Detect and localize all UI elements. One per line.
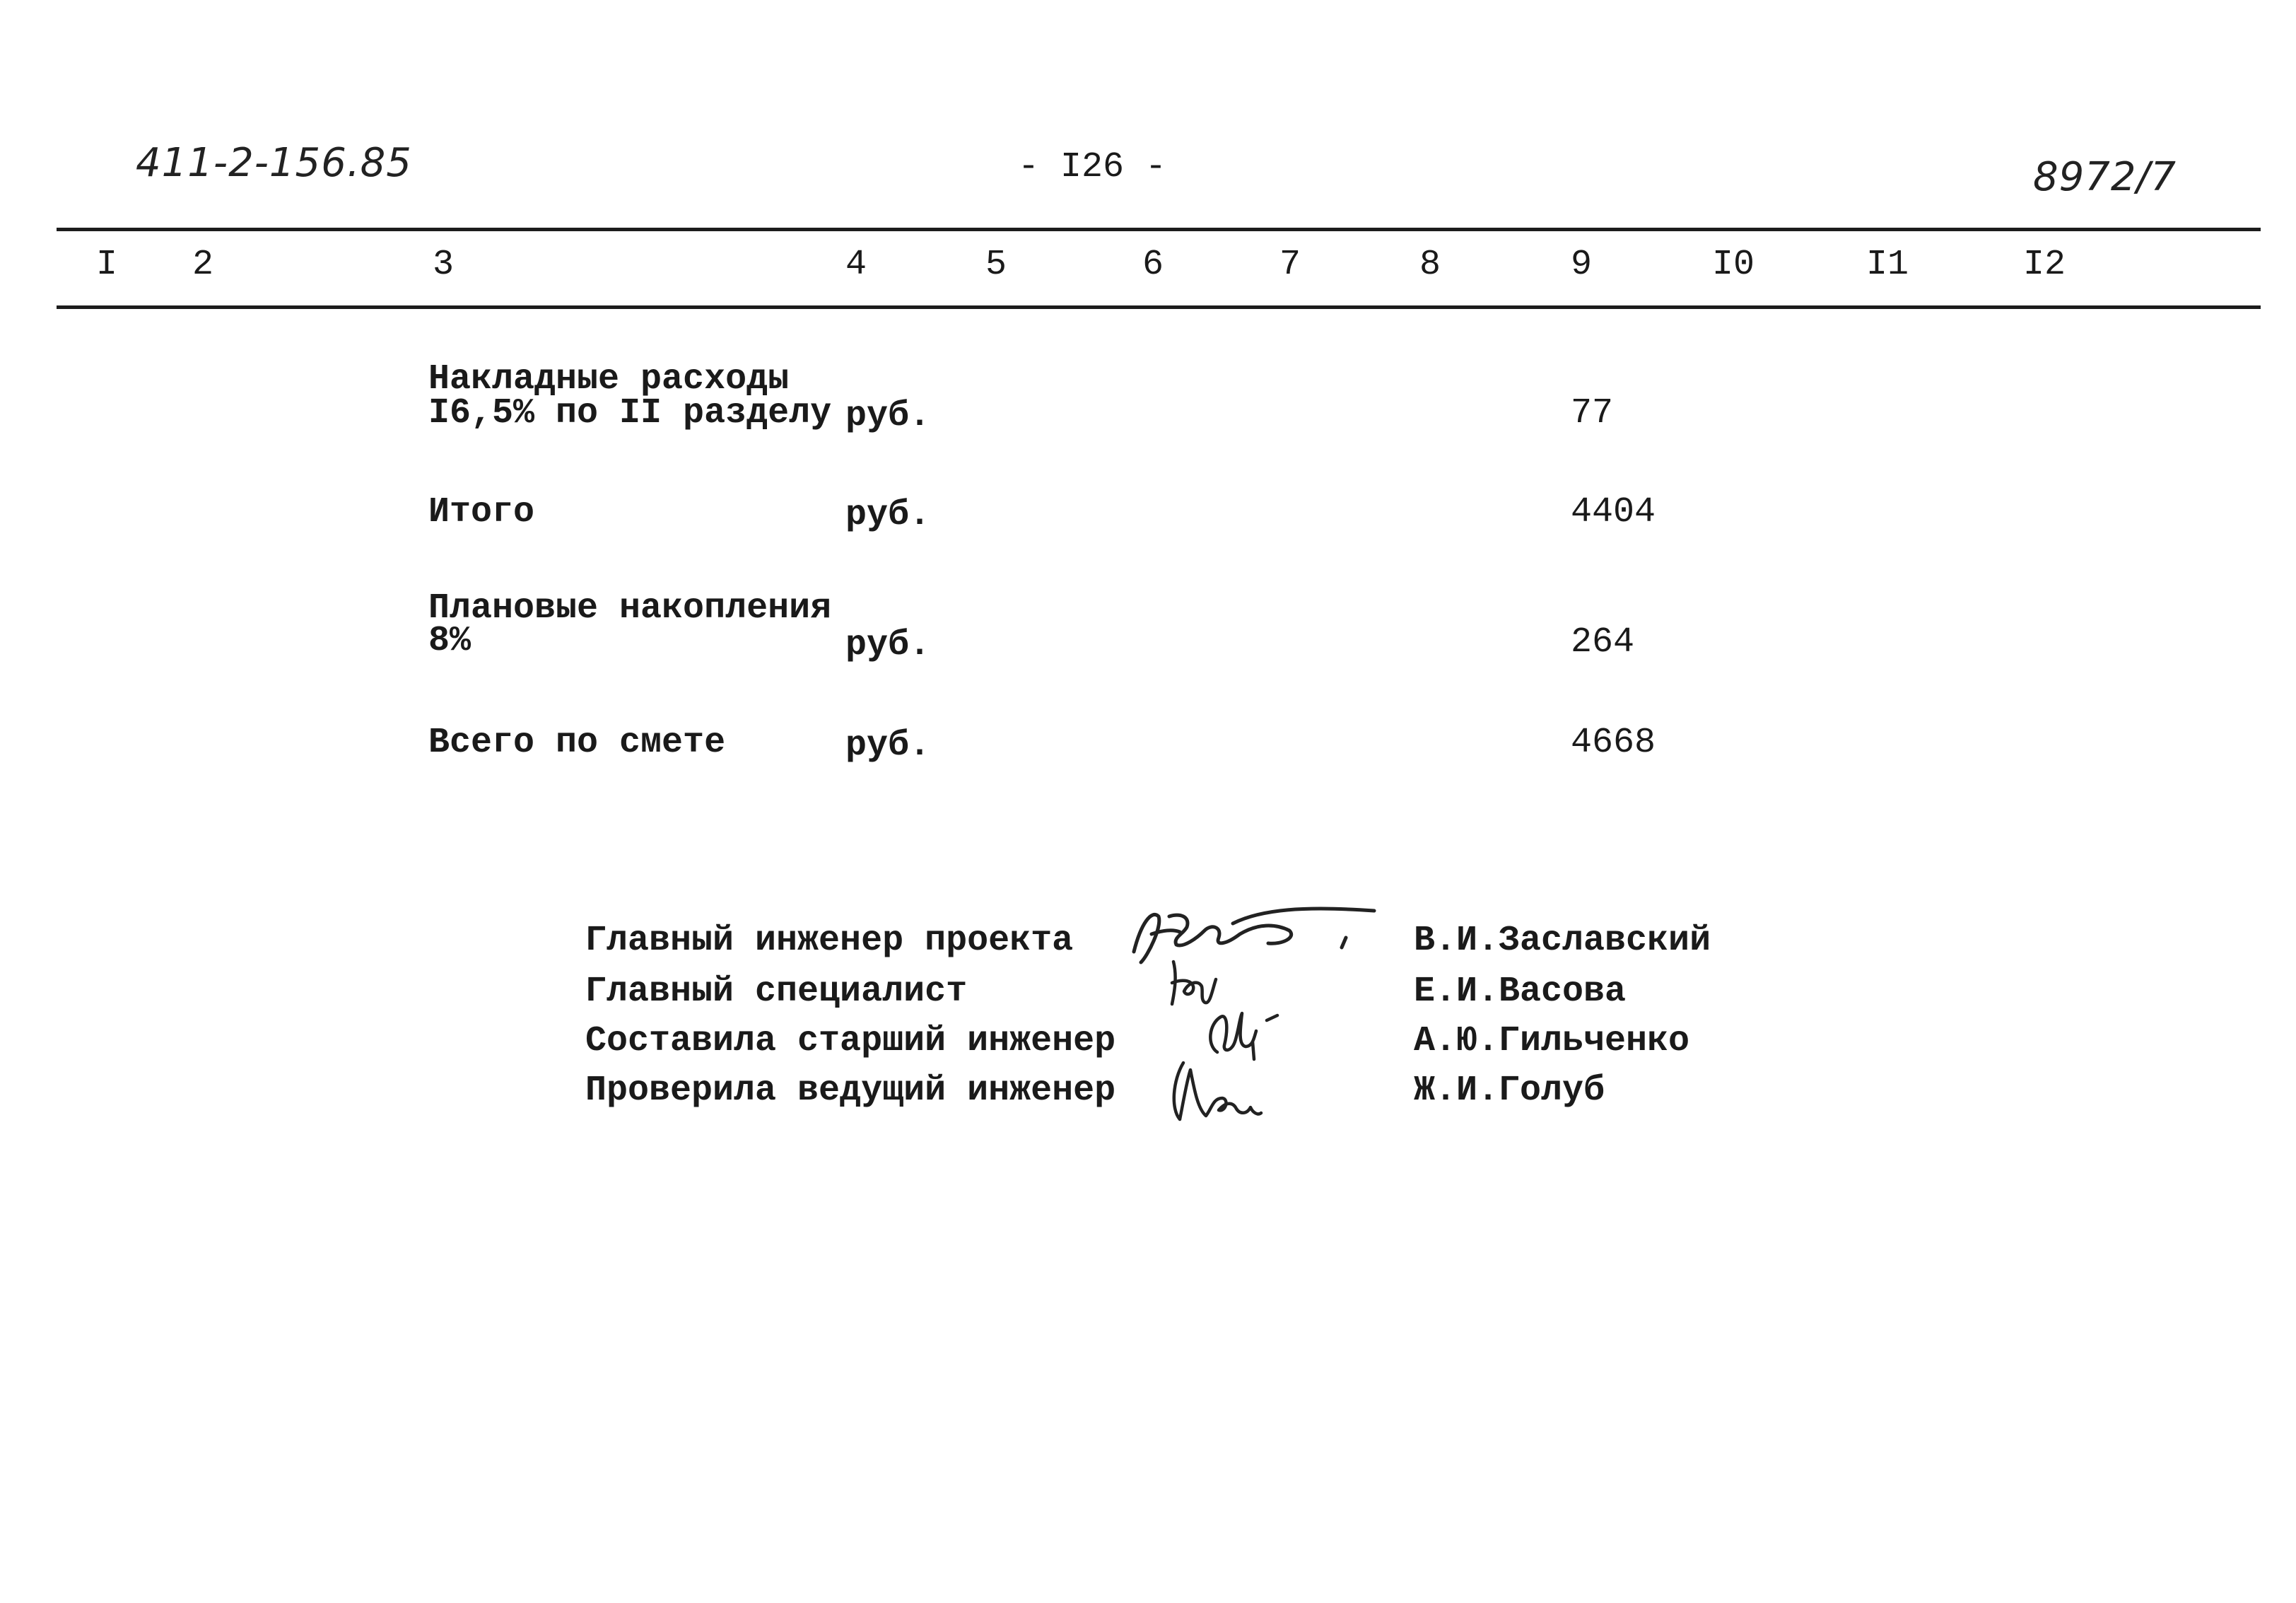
column-number: 8 (1419, 245, 1441, 285)
column-number: 4 (845, 245, 867, 285)
row-label-line: Всего по смете (428, 723, 726, 763)
row-value: 264 (1571, 622, 1635, 663)
signatory-name: Е.И.Васова (1414, 972, 1627, 1012)
row-value: 4404 (1571, 492, 1656, 532)
row-unit: руб. (845, 725, 931, 766)
row-value: 77 (1571, 393, 1614, 433)
table-header-bottom-rule (57, 305, 2261, 309)
row-label-line: Накладные расходы (428, 359, 790, 400)
signatory-role: Главный инженер проекта (585, 921, 1074, 961)
signatory-role: Главный специалист (585, 972, 968, 1012)
handwritten-signature (1162, 1052, 1275, 1133)
signatory-role: Проверила ведущий инженер (585, 1071, 1116, 1111)
table-header-top-rule (57, 228, 2261, 231)
column-number: 7 (1279, 245, 1301, 285)
signatory-role: Составила старший инженер (585, 1021, 1116, 1061)
column-number: I0 (1712, 245, 1755, 285)
sheet-code: 8972/7 (2033, 154, 2177, 200)
column-number: I (96, 245, 118, 285)
row-value: 4668 (1571, 723, 1656, 763)
signatory-name: В.И.Заславский (1414, 921, 1711, 961)
page-number: - I26 - (1018, 147, 1167, 187)
row-unit: руб. (845, 625, 931, 665)
row-label-line: 8% (428, 621, 472, 661)
column-number: 2 (192, 245, 214, 285)
row-label-line: I6,5% по II разделу (428, 393, 832, 433)
document-code: 411-2-156.85 (136, 140, 412, 186)
row-unit: руб. (845, 495, 931, 535)
row-label-line: Итого (428, 492, 535, 532)
column-number: 5 (985, 245, 1007, 285)
column-number: 6 (1142, 245, 1164, 285)
column-number: I2 (2023, 245, 2066, 285)
column-number: 9 (1571, 245, 1593, 285)
signatory-name: А.Ю.Гильченко (1414, 1021, 1690, 1061)
signatory-name: Ж.И.Голуб (1414, 1071, 1605, 1111)
column-number: 3 (433, 245, 455, 285)
row-unit: руб. (845, 396, 931, 436)
column-number: I1 (1866, 245, 1909, 285)
row-label-line: Плановые накопления (428, 588, 832, 629)
